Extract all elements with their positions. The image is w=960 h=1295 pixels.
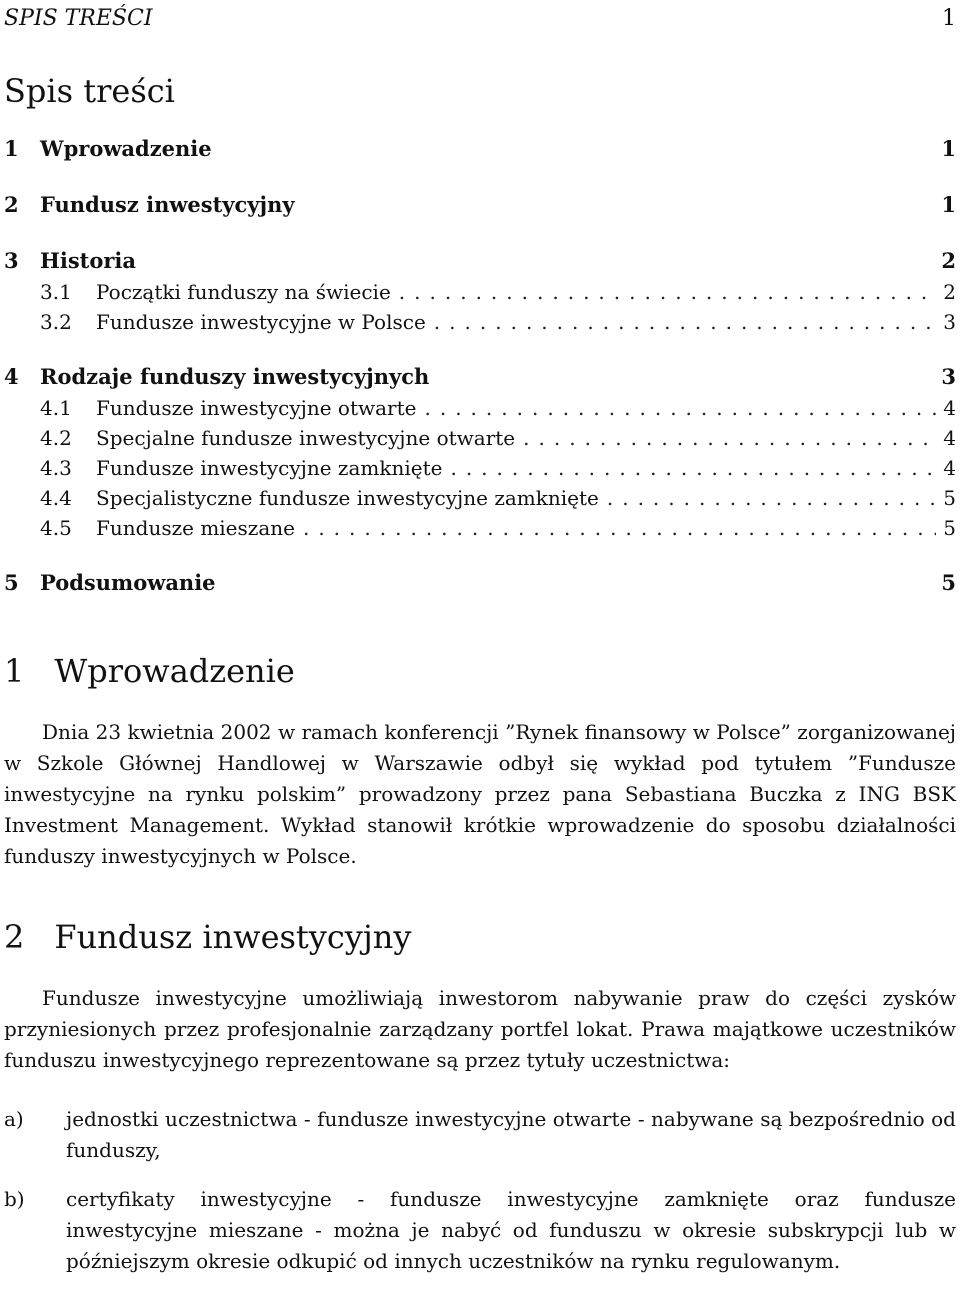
toc-subsection-number: 4.3	[40, 456, 72, 480]
toc-subsection-title: Specjalistyczne fundusze inwestycyjne zamknięte	[96, 486, 599, 510]
toc-subsection-title: Fundusze inwestycyjne otwarte	[96, 396, 417, 420]
toc-group	[4, 136, 956, 168]
section-2-title: Fundusz inwestycyjny	[54, 918, 412, 956]
list-marker: a)	[4, 1107, 24, 1131]
list-item	[4, 1104, 956, 1166]
toc-section-number: 1	[4, 136, 19, 161]
section-1-number: 1	[4, 652, 25, 690]
section-1-title: Wprowadzenie	[54, 652, 295, 690]
toc-dot-leader	[391, 280, 936, 304]
toc-section-title: Wprowadzenie	[40, 136, 212, 161]
toc-dot-leader	[416, 396, 936, 420]
toc-section-title: Fundusz inwestycyjny	[40, 192, 295, 217]
toc-subsection-number: 4.4	[40, 486, 72, 510]
toc-subsection-number: 3.2	[40, 310, 72, 334]
toc-dot-leader	[515, 426, 936, 450]
toc-page-number: 2	[943, 280, 956, 304]
toc-page-number: 5	[943, 486, 956, 510]
section-2-list	[4, 1104, 956, 1295]
toc-subsection-entry[interactable]	[4, 516, 956, 546]
toc-subsection-entry[interactable]	[4, 280, 956, 310]
toc-page-number: 5	[943, 516, 956, 540]
toc-page-number: 3	[943, 310, 956, 334]
toc-dot-leader	[599, 486, 936, 510]
toc-section-title: Rodzaje funduszy inwestycyjnych	[40, 364, 430, 389]
toc-page-number: 5	[941, 570, 956, 595]
toc-section-entry[interactable]	[4, 192, 956, 224]
toc-subsection-entry[interactable]	[4, 310, 956, 340]
toc-dot-leader	[295, 516, 936, 540]
toc-page-number: 3	[941, 364, 956, 389]
toc-section-entry[interactable]	[4, 570, 956, 602]
toc-page-number: 1	[941, 192, 956, 217]
toc-group	[4, 192, 956, 224]
toc-subsection-number: 4.5	[40, 516, 72, 540]
toc-page-number: 1	[941, 136, 956, 161]
toc-section-entry[interactable]	[4, 248, 956, 280]
running-head	[4, 2, 956, 34]
toc-group	[4, 570, 956, 602]
toc-section-number: 5	[4, 570, 19, 595]
toc-subsection-title: Początki funduszy na świecie	[96, 280, 391, 304]
toc-subsection-title: Fundusze inwestycyjne w Polsce	[96, 310, 426, 334]
list-marker: b)	[4, 1187, 25, 1211]
section-2-number: 2	[4, 918, 25, 956]
toc-group	[4, 364, 956, 546]
toc-section-entry[interactable]	[4, 364, 956, 396]
toc-section-number: 3	[4, 248, 19, 273]
section-1-paragraph: Dnia 23 kwietnia 2002 w ramach konferencji ”Rynek finansowy w Polsce” zorganizowanej w Szkole Głównej Handlowej w Warszawie odbył się wykład pod tytułem ”Fundusze inwestycyjne na rynku polskim” prowadzony przez pana Sebastiana Buczka z ING BSK Investment Management. Wykład stanowił krótkie wprowadzenie do sposobu działalności funduszy inwestycyjnych w Polsce.	[4, 720, 956, 868]
toc-section-title: Podsumowanie	[40, 570, 216, 595]
toc-page-number: 4	[943, 456, 956, 480]
toc-subsection-number: 4.1	[40, 396, 72, 420]
toc-page-number: 2	[941, 248, 956, 273]
toc-subsection-title: Fundusze inwestycyjne zamknięte	[96, 456, 443, 480]
list-item	[4, 1184, 956, 1277]
toc-subsection-number: 3.1	[40, 280, 72, 304]
toc-section-number: 2	[4, 192, 19, 217]
table-of-contents	[4, 136, 956, 626]
toc-section-entry[interactable]	[4, 136, 956, 168]
toc-dot-leader	[426, 310, 936, 334]
toc-subsection-entry[interactable]	[4, 426, 956, 456]
running-head-page-number: 1	[942, 5, 956, 31]
toc-heading: Spis treści	[4, 72, 175, 110]
toc-subsection-entry[interactable]	[4, 396, 956, 426]
toc-page-number: 4	[943, 396, 956, 420]
toc-section-number: 4	[4, 364, 19, 389]
toc-group	[4, 248, 956, 340]
toc-dot-leader	[442, 456, 936, 480]
section-1-heading	[4, 652, 295, 690]
toc-subsection-title: Specjalne fundusze inwestycyjne otwarte	[96, 426, 516, 450]
toc-section-title: Historia	[40, 248, 136, 273]
section-2-heading	[4, 918, 411, 956]
running-head-title: SPIS TREŚCI	[4, 5, 153, 31]
list-item-text: jednostki uczestnictwa - fundusze inwestycyjne otwarte - nabywane są bezpośrednio od funduszy,	[66, 1107, 956, 1162]
list-item-text: certyfikaty inwestycyjne - fundusze inwestycyjne zamknięte oraz fundusze inwestycyjne mieszane - można je nabyć od funduszu w okresie subskrypcji lub w późniejszym okresie odkupić od innych uczestników na rynku regulowanym.	[66, 1187, 956, 1273]
toc-subsection-entry[interactable]	[4, 456, 956, 486]
toc-subsection-entry[interactable]	[4, 486, 956, 516]
toc-subsection-number: 4.2	[40, 426, 72, 450]
toc-subsection-title: Fundusze mieszane	[96, 516, 295, 540]
toc-page-number: 4	[943, 426, 956, 450]
section-2-paragraph: Fundusze inwestycyjne umożliwiają inwestorom nabywanie praw do części zysków przyniesionych przez profesjonalnie zarządzany portfel lokat. Prawa majątkowe uczestników funduszu inwestycyjnego reprezentowane są przez tytuły uczestnictwa:	[4, 986, 956, 1072]
